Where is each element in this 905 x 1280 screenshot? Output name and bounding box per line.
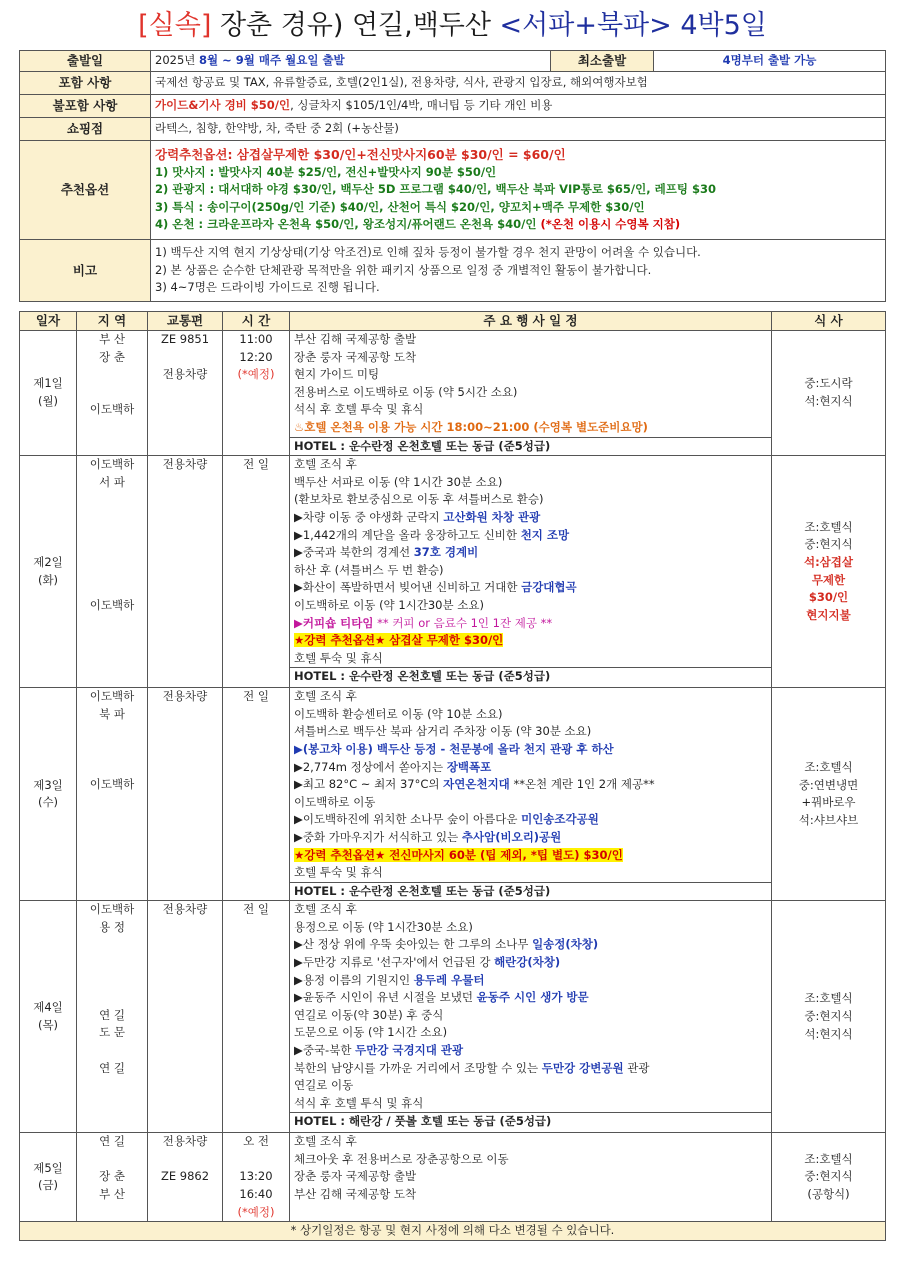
time-note: (*예정): [237, 1204, 275, 1219]
remarks-label: 비고: [20, 240, 151, 302]
option-highlight: ★강력 추천옵션★ 삼겹살 무제한 $30/인: [294, 633, 504, 648]
itinerary-line: 백두산 서파로 이동 (약 1시간 30분 소요): [294, 474, 503, 489]
region: 북 파: [99, 706, 125, 721]
remark-2: 2) 본 상품은 순수한 단체관광 목적만을 위한 패키지 상품으로 일정 중 개별적인 활동이 불가합니다.: [155, 262, 652, 277]
day-label: [20, 688, 77, 901]
itinerary-line: 석식 후 호텔 투식 및 휴식: [294, 1095, 424, 1110]
included-label: 포함 사항: [20, 72, 151, 95]
time: 전 일: [243, 902, 269, 917]
line-text: ▶화산이 폭발하면서 빚어낸 신비하고 거대한: [294, 580, 522, 595]
option-highlight: ★강력 추천옵션★ 전신마사지 60분 (팁 제외, *팁 별도) $30/인: [294, 847, 623, 862]
meal-cell: [772, 456, 886, 688]
transport: 전용차량: [162, 367, 208, 382]
meal-cell: [772, 331, 886, 456]
highlight: 용두레 우물터: [413, 972, 485, 987]
line-text: ▶중국과 북한의 경계선: [294, 545, 414, 560]
option-spa: [155, 216, 881, 234]
itinerary-line: [294, 972, 767, 990]
highlight: 두만강 강변공원: [541, 1060, 624, 1075]
time: 전 일: [243, 689, 269, 704]
title-subtitle: <서파+북파> 4박5일: [499, 10, 767, 41]
min-departure-label: 최소출발: [551, 51, 654, 72]
itinerary-line: [294, 527, 767, 545]
transport-cell: [148, 331, 223, 456]
highlight: 추사암(비오리)공원: [461, 829, 562, 844]
header-itinerary: 주 요 행 사 일 정: [290, 312, 772, 331]
page-title: [0, 8, 905, 44]
itinerary-line: [294, 936, 767, 954]
meal-cell: [772, 901, 886, 1133]
meal: 중:도시락: [804, 376, 853, 391]
meal-cell: [772, 1133, 886, 1222]
meal: 현지지불: [806, 607, 851, 622]
day-row: [20, 456, 886, 688]
meal: 석:샤브샤브: [798, 812, 859, 827]
hotel-line: HOTEL : 해란강 / 풋볼 호텔 또는 동급 (준5성급): [290, 1112, 771, 1131]
highlight: 금강대협곡: [521, 580, 577, 595]
itinerary-line: [294, 811, 767, 829]
time-note: (*예정): [237, 367, 275, 382]
day-label: [20, 1133, 77, 1222]
highlight: 해란강(차창): [494, 955, 561, 970]
itinerary-line: 부산 김해 국제공항 출발: [294, 332, 417, 346]
region: 도 문: [99, 1025, 125, 1040]
itinerary-line: ▶(봉고차 이용) 백두산 등정 - 천문봉에 올라 천지 관광 후 하산: [294, 741, 614, 756]
itinerary-line: [294, 615, 767, 633]
itinerary-line: 호텔 조식 후: [294, 902, 357, 917]
itinerary-line: 이도백하로 이동 (약 1시간30분 소요): [294, 597, 484, 612]
remarks-value: [151, 240, 886, 302]
itinerary-line: 도문으로 이동 (약 1시간 소요): [294, 1025, 448, 1040]
header-region: 지 역: [77, 312, 148, 331]
highlight: 천지 조망: [520, 527, 570, 542]
region: 이도백하: [89, 457, 135, 472]
itinerary-line: 전용버스로 이도백하로 이동 (약 5시간 소요): [294, 384, 518, 399]
itinerary-line: [294, 954, 767, 972]
transport-cell: [148, 901, 223, 1133]
day-weekday: (화): [37, 572, 59, 587]
itinerary-line: 석식 후 호텔 투숙 및 휴식: [294, 402, 424, 417]
hotel-line: HOTEL : 운수란정 온천호텔 또는 동급 (준5성급): [290, 437, 771, 456]
day-number: 제5일: [33, 1160, 63, 1175]
itinerary-line: [294, 509, 767, 527]
line-text: ▶산 정상 위에 우뚝 솟아있는 한 그루의 소나무: [294, 937, 533, 952]
meal: (공항식): [807, 1187, 850, 1202]
time-cell: [223, 456, 290, 688]
region: 이도백하: [89, 402, 135, 417]
itinerary-cell: [290, 688, 772, 901]
itinerary-cell: [290, 1133, 772, 1222]
day-label: [20, 331, 77, 456]
highlight: 37호 경계비: [413, 545, 479, 560]
region: 이도백하: [89, 597, 135, 612]
header-time: 시 간: [223, 312, 290, 331]
itinerary-line: 호텔 조식 후: [294, 457, 357, 472]
min-departure-value: 4명부터 출발 가능: [654, 51, 886, 72]
time-cell: [223, 688, 290, 901]
region: 이도백하: [89, 902, 135, 917]
transport: 전용차량: [162, 689, 208, 704]
day-label: [20, 456, 77, 688]
day-number: 제1일: [33, 376, 63, 391]
title-tag: [실속]: [138, 10, 212, 41]
itinerary-line: [294, 829, 767, 847]
day-number: 제3일: [33, 777, 63, 792]
options-headline: 강력추천옵션: 삼겹살무제한 $30/인+전신맛사지60분 $30/인 = $60/인: [155, 147, 566, 163]
onsen-note: ♨호텔 온천욕 이용 가능 시간 18:00~21:00 (수영복 별도준비요망): [294, 419, 648, 434]
region: 서 파: [99, 474, 125, 489]
day-weekday: (수): [37, 795, 59, 810]
day-row: [20, 331, 886, 456]
meal: 중:현지식: [804, 1169, 853, 1184]
remark-3: 3) 4~7명은 드라이빙 가이드로 진행 됩니다.: [155, 280, 380, 295]
time-cell: [223, 901, 290, 1133]
day-weekday: (금): [37, 1178, 59, 1193]
transport: 전용차량: [162, 902, 208, 917]
included-value: 국제선 항공료 및 TAX, 유류할증료, 호텔(2인1실), 전용차량, 식사, 관광지 입장료, 해외여행자보험: [151, 72, 886, 95]
region: 용 정: [99, 919, 125, 934]
departure-value: [151, 51, 551, 72]
day-row: [20, 688, 886, 901]
option-tours: 2) 관광지 : 대서대하 야경 $30/인, 백두산 5D 프로그램 $40/인, 백두산 북파 VIP통로 $65/인, 레프팅 $30: [155, 182, 716, 197]
day-row: [20, 1133, 886, 1222]
transport-cell: [148, 456, 223, 688]
highlight: 미인송조각공원: [521, 812, 599, 827]
meal: 중:현지식: [804, 537, 853, 552]
time: 11:00: [239, 332, 273, 346]
line-text: ▶윤동주 시인이 유년 시절을 보냈던: [294, 990, 477, 1005]
itinerary-line: [294, 776, 767, 794]
meal: 석:현지식: [804, 1026, 853, 1041]
transport: 전용차량: [162, 457, 208, 472]
itinerary-line: [294, 579, 767, 597]
highlight: 두만강 국경지대 관광: [355, 1043, 464, 1058]
region: 연 길: [99, 1007, 125, 1022]
cafe-note: ** 커피 or 음료수 1인 1잔 제공 **: [373, 615, 553, 630]
region: 장 춘: [99, 349, 125, 364]
itinerary-line: 호텔 투숙 및 휴식: [294, 650, 383, 665]
options-value: [151, 141, 886, 240]
line-text: 관광: [623, 1060, 650, 1075]
itinerary-line: [294, 544, 767, 562]
meal-cell: [772, 688, 886, 901]
excluded-rest: , 싱글차지 $105/1인/4박, 매너팁 등 기타 개인 비용: [290, 98, 553, 113]
itinerary-line: 이도백하 환승센터로 이동 (약 10분 소요): [294, 706, 503, 721]
region: 이도백하: [89, 689, 135, 704]
transport-cell: [148, 1133, 223, 1222]
guide-fee: 가이드&기사 경비 $50/인: [155, 98, 291, 113]
region: 부 산: [99, 332, 125, 346]
line-note: **온천 계란 1인 2개 제공**: [509, 777, 655, 792]
region-cell: [77, 331, 148, 456]
shopping-value: 라텍스, 침향, 한약방, 차, 죽탄 중 2회 (+농산물): [151, 118, 886, 141]
option-spa-text: 4) 온천 : 크라운프라자 온천욕 $50/인, 왕조성지/퓨어랜드 온천욕 $40/인: [155, 217, 541, 232]
region-cell: [77, 901, 148, 1133]
itinerary-line: 장춘 룽자 국제공항 출발: [294, 1169, 417, 1184]
meal: 석:삼겹살: [803, 555, 854, 570]
region: 연 길: [99, 1060, 125, 1075]
remark-1: 1) 백두산 지역 현지 기상상태(기상 악조건)로 인해 짚차 등정이 불가할 경우 천지 관망이 어려울 수 있습니다.: [155, 245, 701, 260]
time: 전 일: [243, 457, 269, 472]
time: 13:20: [239, 1169, 273, 1184]
option-meals: 3) 특식 : 송이구이(250g/인 기준) $40/인, 산천어 특식 $20/인, 양꼬치+맥주 무제한 $30/인: [155, 199, 645, 214]
meal: +꿔바로우: [801, 795, 856, 810]
header-day: 일자: [20, 312, 77, 331]
title-main: 장춘 경유) 연길,백두산: [211, 10, 500, 41]
meal: 조:호텔식: [804, 519, 853, 534]
transport: 전용차량: [162, 1134, 208, 1149]
meal: 조:호텔식: [804, 991, 853, 1006]
region: 연 길: [99, 1134, 125, 1149]
itinerary-line: 셔틀버스로 백두산 북파 삼거리 주차장 이동 (약 30분 소요): [294, 724, 592, 739]
line-text: ▶1,442개의 계단을 올라 웅장하고도 신비한: [294, 527, 521, 542]
itinerary-line: [294, 759, 767, 777]
highlight: 윤동주 시인 생가 방문: [476, 990, 589, 1005]
departure-label: 출발일: [20, 51, 151, 72]
itinerary-line: 연길로 이동: [294, 1078, 354, 1093]
line-text: ▶이도백하진에 위치한 소나무 숲이 아름다운: [294, 812, 522, 827]
itinerary-line: 체크아웃 후 전용버스로 장춘공항으로 이동: [294, 1151, 509, 1166]
itinerary-line: 하산 후 (셔틀버스 두 번 환승): [294, 562, 444, 577]
line-text: ▶두만강 지류로 '선구자'에서 언급된 강: [294, 955, 495, 970]
option-spa-note: (*온천 이용시 수영복 지참): [540, 217, 681, 232]
options-label: 추천옵션: [20, 141, 151, 240]
cafe-highlight: ▶커피숍 티타임: [294, 615, 374, 630]
hotel-line: HOTEL : 운수란정 온천호텔 또는 동급 (준5성급): [290, 882, 771, 901]
meal: 무제한: [811, 572, 846, 587]
time: 오 전: [243, 1134, 269, 1149]
line-text: 북한의 남양시를 가까운 거리에서 조망할 수 있는: [294, 1060, 542, 1075]
time: 12:20: [239, 349, 273, 364]
itinerary-line: 연길로 이동(약 30분) 후 중식: [294, 1007, 444, 1022]
itinerary-cell: [290, 456, 772, 688]
day-row: [20, 901, 886, 1133]
itinerary-line: 현지 가이드 미팅: [294, 367, 380, 382]
excluded-label: 불포함 사항: [20, 95, 151, 118]
day-weekday: (목): [37, 1017, 59, 1032]
itinerary-line: 이도백하로 이동: [294, 794, 376, 809]
region-cell: [77, 688, 148, 901]
line-text: ▶중국-북한: [294, 1043, 356, 1058]
highlight: 고산화원 차창 관광: [443, 509, 541, 524]
itinerary-line: 용정으로 이동 (약 1시간30분 소요): [294, 919, 473, 934]
itinerary-line: [294, 989, 767, 1007]
day-label: [20, 901, 77, 1133]
hotel-line: HOTEL : 운수란정 온천호텔 또는 동급 (준5성급): [290, 667, 771, 686]
meal: 조:호텔식: [804, 1151, 853, 1166]
header-meal: 식 사: [772, 312, 886, 331]
option-massage: 1) 맛사지 : 발맛사지 40분 $25/인, 전신+발맛사지 90분 $50/인: [155, 164, 497, 179]
itinerary-cell: [290, 901, 772, 1133]
footer-note: * 상기일정은 항공 및 현지 사정에 의해 다소 변경될 수 있습니다.: [20, 1222, 886, 1241]
meal: $30/인: [808, 590, 849, 605]
day-weekday: (월): [37, 394, 59, 409]
itinerary-line: 호텔 조식 후: [294, 1134, 357, 1149]
excluded-value: [151, 95, 886, 118]
shopping-label: 쇼핑점: [20, 118, 151, 141]
itinerary-line: 장춘 룽자 국제공항 도착: [294, 349, 417, 364]
meal: 조:호텔식: [804, 760, 853, 775]
line-text: ▶2,774m 정상에서 쏟아지는: [294, 759, 447, 774]
itinerary-line: [294, 847, 767, 865]
highlight: 일송정(차창): [532, 937, 599, 952]
flight-number: ZE 9851: [160, 332, 210, 346]
itinerary-cell: [290, 331, 772, 456]
region-cell: [77, 1133, 148, 1222]
highlight: 자연온천지대: [443, 777, 510, 792]
line-text: ▶중화 가마우지가 서식하고 있는: [294, 829, 462, 844]
itinerary-line: [294, 1042, 767, 1060]
line-text: ▶최고 82°C ~ 최저 37°C의: [294, 777, 444, 792]
day-number: 제4일: [33, 1000, 63, 1015]
highlight: 장백폭포: [446, 759, 492, 774]
schedule-table: [19, 311, 886, 1241]
time: 16:40: [239, 1187, 273, 1202]
region: 부 산: [99, 1187, 125, 1202]
region: 장 춘: [99, 1169, 125, 1184]
region-cell: [77, 456, 148, 688]
header-transport: 교통편: [148, 312, 223, 331]
departure-year: 2025년: [155, 53, 200, 68]
day-number: 제2일: [33, 555, 63, 570]
info-table: [19, 50, 886, 302]
meal: 중:현지식: [804, 1008, 853, 1023]
itinerary-line: [294, 632, 767, 650]
itinerary-line: 호텔 투숙 및 휴식: [294, 865, 383, 880]
itinerary-line: [294, 1060, 767, 1078]
itinerary-line: (환보차로 환보중심으로 이동 후 셔틀버스로 환승): [294, 492, 544, 507]
line-text: ▶용정 이름의 기원지인: [294, 972, 414, 987]
departure-dates: 8월 ~ 9월 매주 월요일 출발: [199, 53, 345, 68]
region: 이도백하: [89, 777, 135, 792]
meal: 석:현지식: [804, 394, 853, 409]
transport-cell: [148, 688, 223, 901]
meal: 중:연변냉면: [798, 777, 859, 792]
time-cell: [223, 1133, 290, 1222]
flight-number: ZE 9862: [160, 1169, 210, 1184]
time-cell: [223, 331, 290, 456]
itinerary-line: 호텔 조식 후: [294, 689, 357, 704]
itinerary-line: 부산 김해 국제공항 도착: [294, 1187, 417, 1202]
line-text: ▶차량 이동 중 야생화 군락지: [294, 509, 444, 524]
